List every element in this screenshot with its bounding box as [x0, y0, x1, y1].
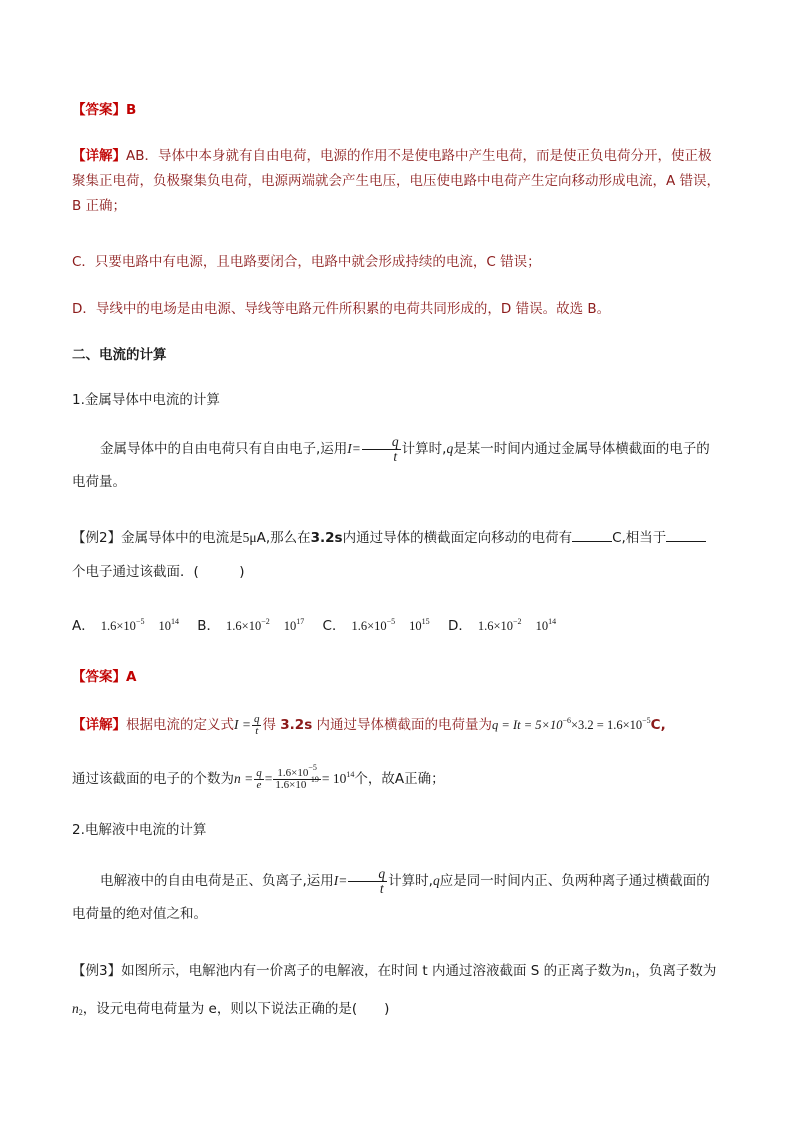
option-a[interactable]: [72, 614, 179, 639]
result: = 10: [321, 771, 347, 786]
formula-lhs: I=: [347, 441, 361, 456]
paragraph-metal: [72, 432, 722, 499]
example-tag: 【例2】: [72, 530, 122, 546]
option-e1: −5: [386, 617, 396, 626]
option-label: C．: [322, 618, 346, 634]
text: 金属导体中的电流是: [121, 530, 243, 546]
option-v1: 1.6×10: [100, 619, 136, 633]
text: 是某一时间内通过金属导体横截面的电子的电荷量。: [72, 441, 710, 490]
text: 正确；: [404, 771, 445, 787]
subsection-title-2: 2.电解液中电流的计算: [72, 822, 207, 838]
value-fraction: [273, 762, 320, 791]
text: 如图所示，电解池内有一价离子的电解液，在时间 t 内通过溶液截面 S 的正离子数为: [121, 963, 625, 979]
option-e2: 17: [296, 617, 305, 626]
formula-fraction: [348, 867, 387, 895]
denominator: e: [256, 778, 262, 791]
text: C,相当于: [612, 530, 667, 546]
text: ，负离子数为: [635, 963, 717, 979]
n1-sub: 1: [631, 970, 636, 979]
time-value: 3.2s: [280, 717, 313, 733]
text: 得: [262, 717, 276, 733]
denominator: t: [379, 880, 384, 896]
answer-line-1: [72, 98, 722, 123]
numerator: q: [256, 766, 262, 779]
option-e2: 15: [421, 617, 430, 626]
option-c[interactable]: [323, 614, 430, 639]
numerator: 1.6×10: [277, 766, 309, 779]
q-symbol: q: [446, 441, 454, 456]
detail-2-line-1: [72, 712, 722, 738]
text: 电解液中的自由电荷是正、负离子,运用: [100, 873, 334, 889]
option-v1: 1.6×10: [477, 619, 514, 633]
paragraph-electrolyte: [72, 864, 722, 931]
denominator: t: [255, 724, 259, 737]
detail-text: AB．导体中本身就有自由电荷，电源的作用不是使电路中产生电荷，而是使正负电荷分开，使正极聚集正电荷，负极聚集负电荷，电源两端就会产生电压，电压使电路中电荷产生定向移动形成电流，A 错误，B 正确；: [72, 148, 721, 214]
text: ，设元电荷电荷量为 e，则以下说法正确的是( ): [82, 1001, 390, 1017]
answer-line-2: [72, 665, 722, 690]
option-e1: −5: [135, 617, 145, 626]
option-v2: 10: [283, 619, 297, 633]
text: 内通过导体的横截面定向移动的电荷有: [342, 530, 573, 546]
text: 计算时,: [388, 873, 433, 889]
numerator: q: [348, 867, 387, 882]
option-v2: 10: [158, 619, 171, 633]
text: 根据电流的定义式: [126, 717, 234, 733]
option-label: B．: [197, 618, 221, 634]
eq-part: ×3.2 = 1.6×10: [571, 718, 643, 732]
q-symbol: q: [432, 873, 440, 888]
text: 计算时,: [401, 441, 447, 457]
text: A,那么在: [256, 530, 311, 546]
n2-symbol: n: [72, 1001, 79, 1016]
text: 应是同一时间内正、负两种离子通过横截面的电荷量的绝对值之和。: [72, 873, 710, 922]
option-d[interactable]: [448, 614, 556, 639]
n2-sub: 2: [78, 1008, 83, 1017]
formula-lhs: I=: [333, 873, 348, 888]
eq-sign: =: [264, 771, 273, 786]
formula-lhs: I =: [234, 717, 251, 732]
section-heading: 二、电流的计算: [72, 347, 167, 363]
text: 个，故: [354, 771, 395, 787]
answer-blank-1[interactable]: [572, 529, 612, 542]
numerator: q: [253, 712, 260, 725]
text: A: [394, 771, 405, 787]
eq-exp: −6: [562, 716, 571, 725]
option-v2: 10: [409, 619, 422, 633]
option-v2: 10: [535, 619, 549, 633]
option-label: D．: [447, 618, 472, 634]
denominator: t: [393, 448, 398, 464]
option-b[interactable]: [197, 614, 304, 639]
example-3: [72, 954, 722, 1030]
formula-fraction: [362, 435, 401, 463]
detail-bracket: 【详解】: [72, 148, 126, 164]
n-lhs: n =: [234, 771, 254, 786]
den-exp: −19: [306, 774, 319, 784]
n-fraction: [254, 768, 264, 791]
option-label: A．: [72, 618, 95, 634]
option-v1: 1.6×10: [351, 619, 387, 633]
example-2: [72, 521, 722, 589]
text: 金属导体中的自由电荷只有自由电子,运用: [100, 441, 348, 457]
option-e1: −2: [261, 617, 270, 626]
option-v1: 1.6×10: [226, 619, 262, 633]
formula-fraction: [252, 714, 262, 737]
subsection-title-1: 1.金属导体中电流的计算: [72, 392, 220, 408]
answer-bracket: 【答案】: [72, 102, 126, 118]
detail-2-line-2: [72, 762, 722, 792]
option-e2: 14: [170, 617, 179, 626]
unit: C,: [650, 717, 666, 733]
n1-symbol: n: [624, 963, 632, 978]
answer-blank-2[interactable]: [666, 529, 706, 542]
detail-bracket: 【详解】: [72, 717, 126, 733]
answer-value: B: [126, 102, 137, 118]
option-e1: −2: [513, 617, 522, 626]
numerator: q: [362, 435, 401, 450]
answer-value: A: [126, 669, 137, 685]
option-e2: 14: [548, 617, 557, 626]
text: 个电子通过该截面．( ): [72, 564, 245, 580]
text: 通过该截面的电子的个数为: [72, 771, 234, 787]
text: 内通过导体横截面的电荷量为: [316, 717, 493, 733]
charge-equation: [492, 718, 651, 732]
detail-block-1: [72, 144, 722, 219]
detail-option-c: C．只要电路中有电源，且电路要闭合，电路中就会形成持续的电流，C 错误；: [72, 254, 541, 270]
denominator: 1.6×10: [275, 778, 307, 791]
answer-bracket: 【答案】: [72, 669, 126, 685]
current-value: 5μ: [242, 530, 257, 545]
detail-option-d: D．导线中的电场是由电源、导线等电路元件所积累的电荷共同形成的，D 错误。故选 B。: [72, 301, 611, 317]
options-row: [72, 614, 722, 639]
example-tag: 【例3】: [72, 963, 122, 979]
eq-part: q = It = 5×10: [492, 718, 563, 732]
result-exp: 14: [346, 770, 355, 779]
eq-exp: −5: [642, 716, 651, 725]
num-exp: −5: [308, 762, 317, 772]
time-value: 3.2s: [310, 530, 343, 546]
